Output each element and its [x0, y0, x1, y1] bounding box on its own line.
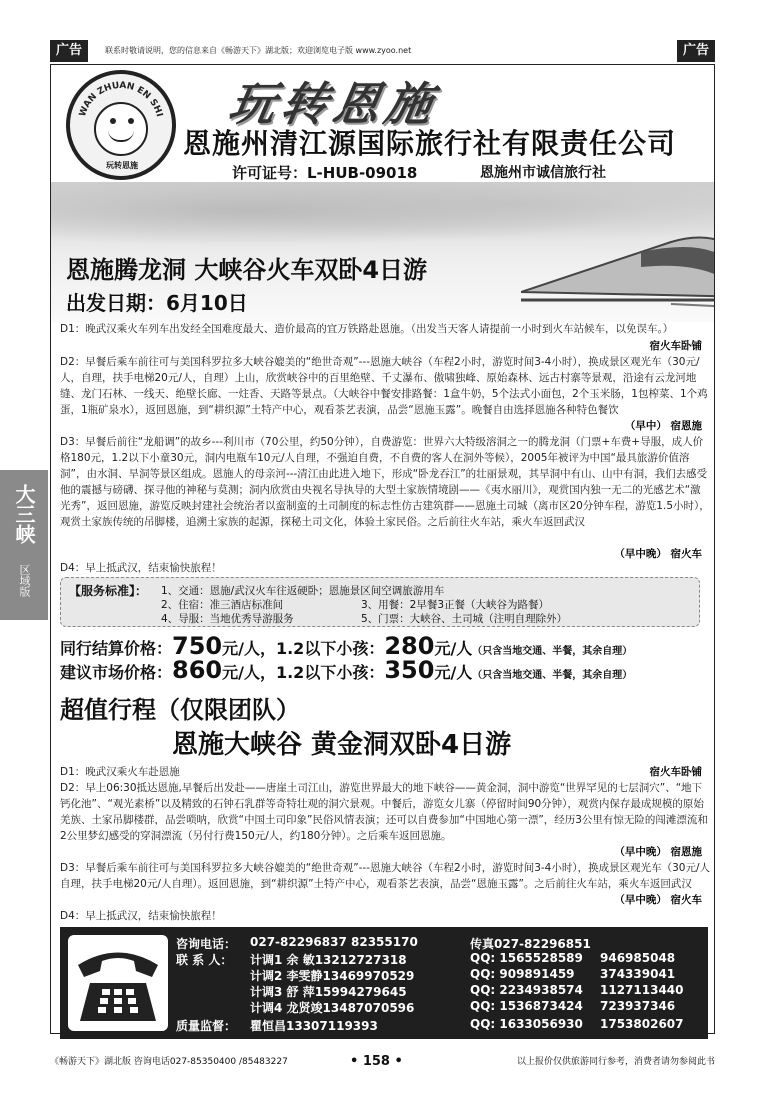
contact-person: 计调1 余 敏13212727318 [250, 953, 407, 967]
footer-right: 以上报价仅供旅游同行参考，消费者请勿参阅此书 [516, 1057, 715, 1067]
quality-qq-alt: 1753802607 [600, 1017, 684, 1031]
ad-label-right: 广告 [677, 40, 715, 62]
service-item: 1、交通：恩施/武汉火车往返硬卧；恩施景区间空调旅游用车 [161, 585, 445, 597]
tour1-day3 [60, 434, 710, 560]
contact-qq-alt: 1127113440 [600, 983, 684, 997]
contact-qq: QQ: 1536873424 [470, 999, 583, 1013]
tour1-title: 恩施腾龙洞 大峡谷火车双卧4日游 [66, 256, 428, 284]
contact-qq: QQ: 1565528589 [470, 951, 583, 965]
tour2-day4 [60, 908, 710, 924]
quality-qq: QQ: 1633056930 [470, 1017, 583, 1031]
side-tab-small: 区域版 [18, 563, 31, 597]
tour2-header: 超值行程（仅限团队） [60, 696, 300, 724]
day-label: D3： [60, 862, 86, 874]
tour2-day3 [60, 860, 710, 908]
day-tag: （早中晚） 宿火车 [610, 892, 702, 908]
price-note: （只含当地交通、半餐，其余自理） [472, 670, 633, 681]
header-strip [50, 40, 715, 62]
peer-child-price: 280 [384, 632, 435, 660]
license-number: 许可证号：L-HUB-09018 [232, 164, 418, 182]
market-price-row [60, 656, 710, 684]
day-text: 早餐后前往“龙船调”的故乡---利川市（70公里，约50分钟），自费游览：世界六大特级溶洞之一的腾龙洞（门票+车费+导服，成人价格180元，1.2以下小童30元，洞内电瓶车10元/人自理，不强迫自费，不自费的客人在洞外等候），2005年被评为中国“最具旅游价值溶洞”，由水洞、旱洞等景区组成。恩施人的母亲河---清江由此进入地下，形成“卧龙吞江”的壮丽景观，其旱洞中有山、山中有洞，我们去感受他的震撼与磅礴、探寻他的神秘与莫测；洞内欣赏由央视名导执导的大型土家族情境剧——《夷水丽川》，观赏国内独一无二的光感艺术“激光秀”，返回恩施，游览反映封建社会统治者以蛮制蛮的土司制度的标志性仿古建筑群——恩施土司城（离市区20分钟车程，游览1.5小时），观赏土家族传统的吊脚楼，追溯土家族的起源，探秘土司文化，体验土家民俗。之后前往火车站，乘火车返回武汉 [60, 436, 710, 528]
day-tag: （早中晚） 宿恩施 [610, 844, 702, 860]
market-adult-price: 860 [172, 656, 223, 684]
contact-person: 计调2 李雯静13469970529 [250, 969, 415, 983]
logo-ring-text [66, 70, 176, 180]
peer-price-label: 同行结算价格： [60, 639, 173, 658]
service-title: 【服务标准】： [69, 584, 148, 598]
contact-phone[interactable]: 027-82296837 82355170 [250, 935, 418, 949]
contact-qq: QQ: 2234938574 [470, 983, 583, 997]
day-tag: （早中） 宿恩施 [621, 418, 702, 434]
quality-contact: 瞿恒昌13307119393 [250, 1019, 378, 1033]
footer [50, 1052, 715, 1072]
day-label: D2： [60, 782, 86, 794]
contact-qq: QQ: 909891459 [470, 967, 575, 981]
day-label: D4： [60, 562, 86, 574]
service-item: 5、门票：大峡谷、土司城（注明自理除外） [361, 613, 568, 625]
train-icon [521, 222, 714, 312]
partner-agency: 恩施州市诚信旅行社 [480, 165, 606, 181]
contact-qq-alt: 723937346 [600, 999, 676, 1013]
day-label: D1： [60, 766, 86, 778]
day-text: 早上06:30抵达恩施,早餐后出发赴——唐崖土司江山，游览世界最大的地下峡谷——黄金洞，洞中游览“世界罕见的七层洞穴”、“地下钙化池”、“观光素桥”以及精致的石钟石乳群等奇特壮观的洞穴景观。中餐后，游览女儿寨（停留时间90分钟），观赏内保存最成规模的原始羌族、土家吊脚楼群，品尝唢呐，欣赏“中国土司印象”民俗风情表演；还可以自费参加“中国地心第一漂”，经历3公里有惊无险的闯滩漂流和2公里梦幻感受的穿洞漂流（另付行费150元/人，约180分钟）。之后乘车返回恩施。 [60, 782, 708, 842]
logo-text: 玩转恩施 [106, 161, 138, 170]
tour2-title: 恩施大峡谷 黄金洞双卧4日游 [172, 730, 512, 760]
market-child-price: 350 [384, 656, 435, 684]
contact-person: 计调4 龙贤竣13487070596 [250, 1001, 415, 1015]
day-tag: （早中晚） 宿火车 [610, 546, 702, 562]
day-text: 早上抵武汉，结束愉快旅程！ [85, 562, 222, 574]
service-standards [60, 577, 700, 627]
contact-fax: 传真027-82296851 [470, 937, 591, 951]
day-text: 晚武汉乘火车列车出发经全国难度最大、造价最高的宜万铁路赴恩施。（出发当天客人请提前一小时到火车站候车，以免误车。） [85, 323, 674, 335]
day-label: D1： [60, 323, 86, 335]
side-region-tab [0, 470, 48, 620]
day-text: 早餐后乘车前往可与美国科罗拉多大峡谷媲美的“绝世奇观”---恩施大峡谷（车程2小时，游览时间3-4小时），换成景区观光车（30元/人，自理，扶手电梯20元/人，自理）上山，欣赏峡谷中的百里绝壁、千丈瀑布、傲啸独峰、原始森林、远古村寨等景观，沿途有云龙河地缝、龙门石林、一线天、绝壁长廊、一炷香、天路等景点。（大峡谷中餐安排路餐：1盒牛奶，5个法式小面包，2个玉米肠，1包榨菜、1个鸡蛋，1瓶矿泉水），返回恩施，到“耕织源”土特产中心，观看茶艺表演，品尝“恩施玉露”。晚餐自由选择恩施各种特色餐饮 [60, 356, 708, 416]
service-item: 3、用餐：2早餐3正餐（大峡谷为路餐） [361, 599, 550, 611]
price-unit: 元/人，1.2以下小孩： [222, 639, 385, 658]
tour1-day1 [60, 321, 710, 354]
contact-person-label: 联 系 人： [176, 953, 233, 967]
contact-qq-alt: 946985048 [600, 951, 676, 965]
company-name: 恩施州清江源国际旅行社有限责任公司 [183, 127, 677, 160]
contact-qq-alt: 374339041 [600, 967, 676, 981]
day-label: D4： [60, 910, 86, 922]
service-item: 4、导服：当地优秀导游服务 [161, 613, 294, 625]
tour1-day2 [60, 354, 710, 434]
market-price-label: 建议市场价格： [60, 663, 173, 682]
brand-slogan: 玩转恩施 [224, 77, 443, 131]
day-text: 晚武汉乘火车赴恩施 [85, 766, 180, 778]
contact-person: 计调3 舒 萍15994279645 [250, 985, 407, 999]
side-tab-big: 大三峡 [12, 484, 36, 544]
contact-phone-label: 咨询电话： [176, 937, 237, 951]
footer-left: 《畅游天下》湖北版 咨询电话027-85350400 /85483227 [50, 1057, 288, 1067]
child-unit: 元/人 [434, 639, 473, 658]
day-label: D2： [60, 356, 86, 368]
day-tag: 宿火车卧铺 [649, 766, 702, 778]
price-note: （只含当地交通、半餐，其余自理） [472, 646, 633, 657]
day-text: 早上抵武汉，结束愉快旅程！ [85, 910, 222, 922]
day-text: 早餐后乘车前往可与美国科罗拉多大峡谷媲美的“绝世奇观”---恩施大峡谷（车程2小时，游览时间3-4小时），换成景区观光车（30元/人自理，扶手电梯20元/人自理）。返回恩施，到“耕织源”土特产中心，观看茶艺表演，品尝“恩施玉露”。之后前往火车站，乘火车返回武汉 [60, 862, 710, 890]
service-item: 2、住宿：准三酒店标准间 [161, 599, 284, 611]
tour2-day2 [60, 780, 710, 860]
contact-box [60, 927, 708, 1039]
quality-label: 质量监督： [176, 1019, 237, 1033]
ad-label-left: 广告 [50, 40, 88, 62]
day-tag: 宿火车卧铺 [649, 340, 702, 352]
tour2-itinerary [60, 764, 710, 924]
child-unit: 元/人 [434, 663, 473, 682]
header-note: 联系时敬请说明，您的信息来自《畅游天下》湖北版；欢迎浏览电子版 www.zyoo.net [105, 46, 412, 55]
svg-text:WAN ZHUAN EN SHI: WAN ZHUAN EN SHI [77, 80, 164, 118]
day-label: D3： [60, 436, 86, 448]
tour1-departure-date: 出发日期：6月10日 [66, 291, 248, 315]
tour1-day4 [60, 560, 710, 576]
telephone-icon [68, 935, 168, 1031]
tour1-itinerary [60, 321, 710, 576]
peer-adult-price: 750 [172, 632, 223, 660]
price-unit: 元/人，1.2以下小孩： [222, 663, 385, 682]
page-number: • 158 • [350, 1054, 403, 1069]
tour2-day1 [60, 764, 710, 780]
